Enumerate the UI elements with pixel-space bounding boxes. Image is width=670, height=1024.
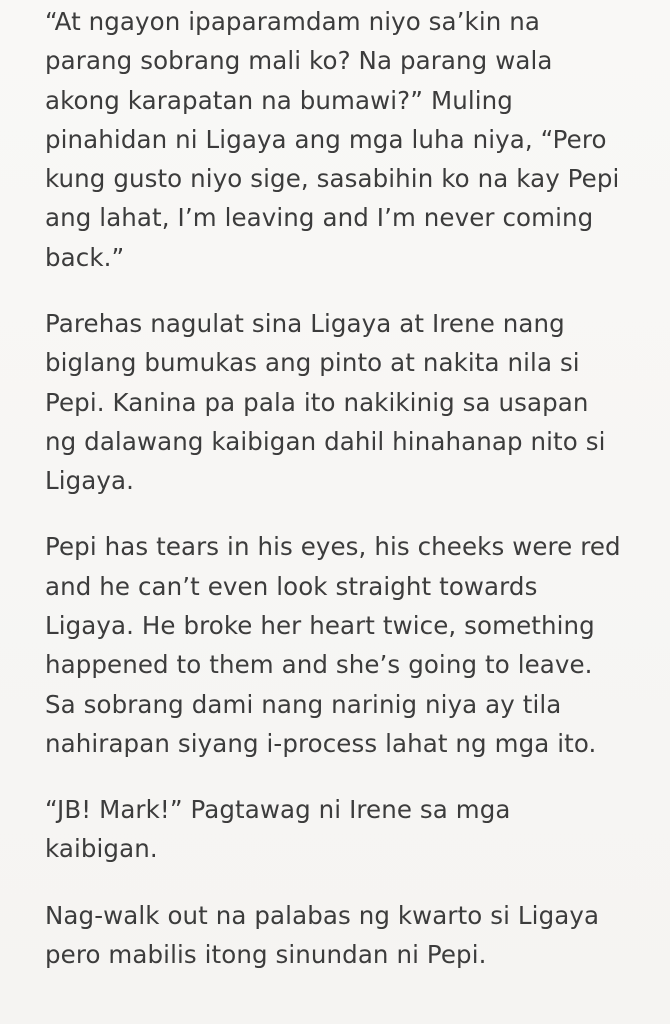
paragraph-2: Parehas nagulat sina Ligaya at Irene nang biglang bumukas ang pinto at nakita nila si Pepi. Kanina pa pala ito nakikinig sa usapan ng dalawang kaibigan dahil hinahanap nito si Ligaya. xyxy=(45,309,606,496)
paragraph-3: Pepi has tears in his eyes, his cheeks were red and he can’t even look straight towards Ligaya. He broke her heart twice, something happened to them and she’s going to leave. Sa sobrang dami nang narinig niya ay tila nahirapan siyang i-process lahat ng mga ito. xyxy=(45,532,621,758)
paragraph-5: Nag-walk out na palabas ng kwarto si Ligaya pero mabilis itong sinundan ni Pepi. xyxy=(45,900,600,969)
paragraph-4: “JB! Mark!” Pagtawag ni Irene sa mga kaibigan. xyxy=(45,795,511,864)
paragraph-1: “At ngayon ipaparamdam niyo sa’kin na parang sobrang mali ko? Na parang wala akong karapatan na bumawi?” Muling pinahidan ni Ligaya ang mga luha niya, “Pero kung gusto niyo sige, sasabihin ko na kay Pepi ang lahat, I’m leaving and I’m never coming back.” xyxy=(45,7,620,272)
